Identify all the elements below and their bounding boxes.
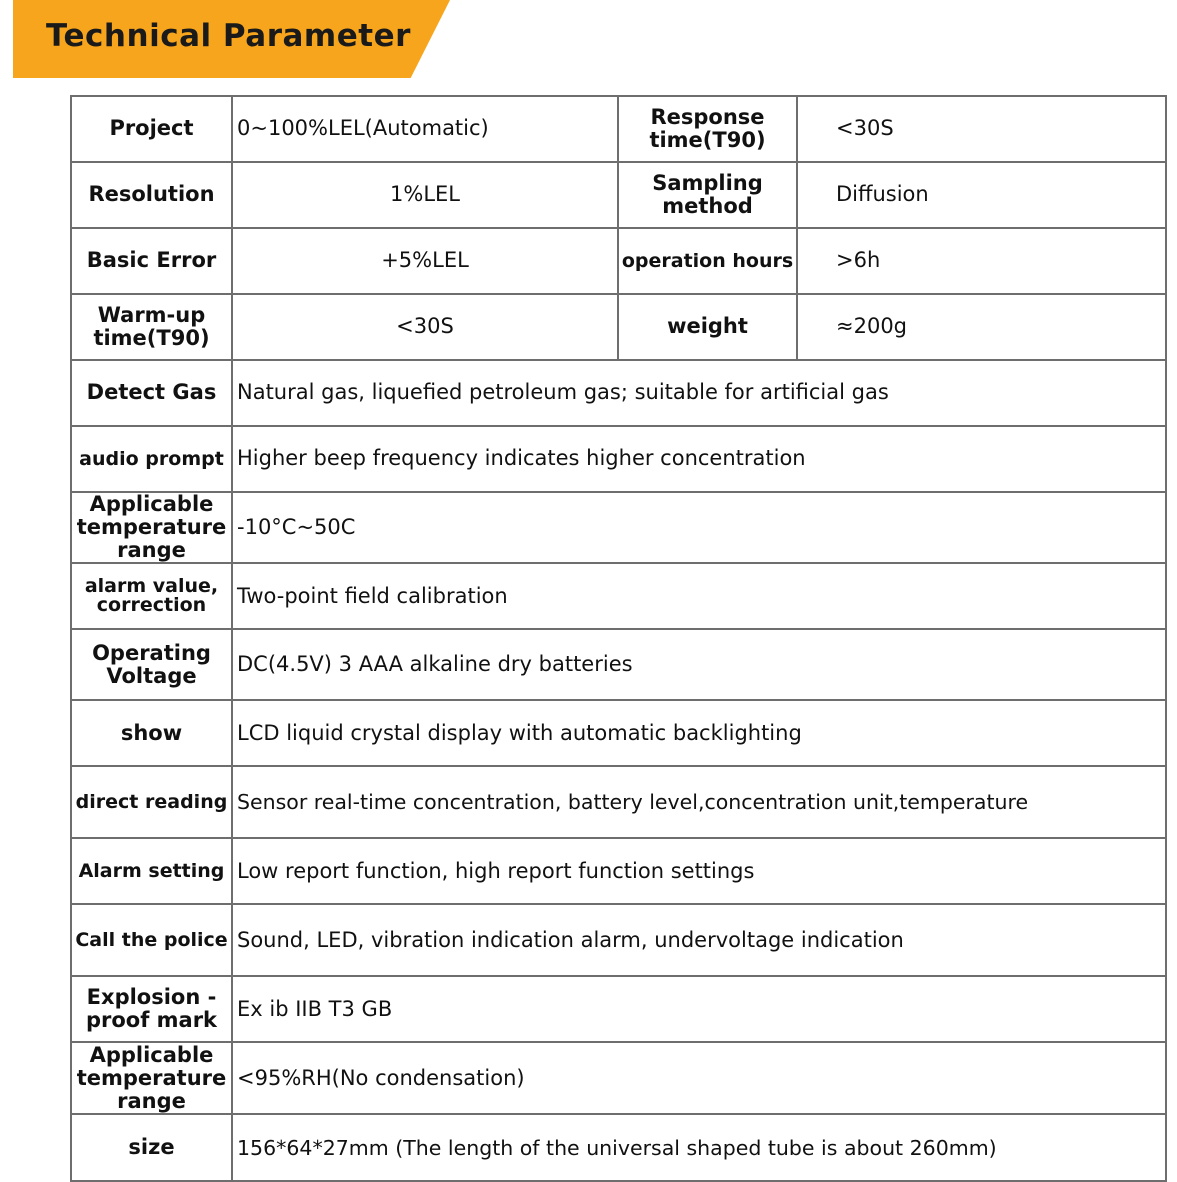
table-row <box>71 563 1166 629</box>
param-value: -10°C~50C <box>232 492 1166 563</box>
param-label: Project <box>71 96 232 162</box>
param-value: +5%LEL <box>232 228 618 294</box>
table-row <box>71 766 1166 838</box>
param-label: Applicable temperature range <box>71 1042 232 1114</box>
param-value: <30S <box>232 294 618 360</box>
table-row <box>71 294 1166 360</box>
param-label: Resolution <box>71 162 232 228</box>
param-value: DC(4.5V) 3 AAA alkaline dry batteries <box>232 629 1166 700</box>
param-value: Natural gas, liquefied petroleum gas; suitable for artificial gas <box>232 360 1166 426</box>
param-value: 0~100%LEL(Automatic) <box>232 96 618 162</box>
param-label: Explosion -proof mark <box>71 976 232 1042</box>
param-label: show <box>71 700 232 766</box>
param-value: <95%RH(No condensation) <box>232 1042 1166 1114</box>
param-label: size <box>71 1114 232 1181</box>
page-title: Technical Parameter <box>46 18 411 54</box>
param-label: Applicable temperature range <box>71 492 232 563</box>
param-value: 1%LEL <box>232 162 618 228</box>
param-label: Sampling method <box>618 162 797 228</box>
table-row <box>71 492 1166 563</box>
param-label: Warm-up time(T90) <box>71 294 232 360</box>
spec-table <box>70 95 1167 1182</box>
param-value: 156*64*27mm (The length of the universal shaped tube is about 260mm) <box>232 1114 1166 1181</box>
table-row <box>71 1042 1166 1114</box>
param-label: Response time(T90) <box>618 96 797 162</box>
table-row <box>71 426 1166 492</box>
table-row <box>71 629 1166 700</box>
table-row <box>71 904 1166 976</box>
table-row <box>71 162 1166 228</box>
param-label: Alarm setting <box>71 838 232 904</box>
param-label: weight <box>618 294 797 360</box>
table-row <box>71 976 1166 1042</box>
param-value: Sound, LED, vibration indication alarm, undervoltage indication <box>232 904 1166 976</box>
param-value: <30S <box>797 96 1166 162</box>
param-value: Sensor real-time concentration, battery level,concentration unit,temperature <box>232 766 1166 838</box>
param-label: Detect Gas <box>71 360 232 426</box>
table-row <box>71 700 1166 766</box>
param-label: operation hours <box>618 228 797 294</box>
param-value: Diffusion <box>797 162 1166 228</box>
param-value: Two-point field calibration <box>232 563 1166 629</box>
table-row <box>71 228 1166 294</box>
param-label: Basic Error <box>71 228 232 294</box>
param-value: LCD liquid crystal display with automatic backlighting <box>232 700 1166 766</box>
table-row <box>71 360 1166 426</box>
table-row <box>71 838 1166 904</box>
param-label: alarm value, correction <box>71 563 232 629</box>
table-row <box>71 96 1166 162</box>
param-label: Call the police <box>71 904 232 976</box>
param-label: Operating Voltage <box>71 629 232 700</box>
param-label: audio prompt <box>71 426 232 492</box>
table-row <box>71 1114 1166 1181</box>
param-value: >6h <box>797 228 1166 294</box>
param-value: Ex ib IIB T3 GB <box>232 976 1166 1042</box>
param-value: ≈200g <box>797 294 1166 360</box>
param-label: direct reading <box>71 766 232 838</box>
param-value: Higher beep frequency indicates higher concentration <box>232 426 1166 492</box>
param-value: Low report function, high report function settings <box>232 838 1166 904</box>
